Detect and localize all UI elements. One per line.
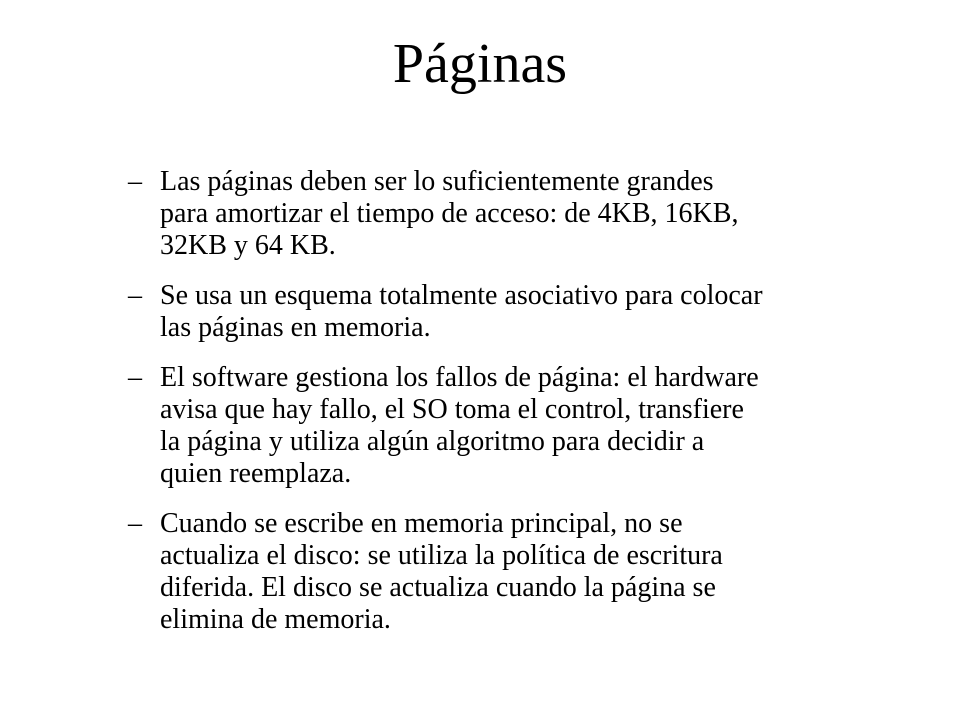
bullet-line: quien reemplaza. (160, 458, 352, 489)
bullet-list (128, 166, 868, 654)
bullet-item (128, 280, 868, 344)
bullet-line: las páginas en memoria. (160, 312, 431, 343)
slide-title: Páginas (392, 33, 568, 95)
bullet-line: Las páginas deben ser lo suficientemente grandes (160, 166, 714, 197)
bullet-item (128, 362, 868, 490)
bullet-item (128, 166, 868, 262)
bullet-line: para amortizar el tiempo de acceso: de 4KB, 16KB, (160, 198, 739, 229)
bullet-line: diferida. El disco se actualiza cuando la página se (160, 572, 716, 603)
bullet-line: Se usa un esquema totalmente asociativo para colocar (160, 280, 763, 311)
bullet-line: la página y utiliza algún algoritmo para decidir a (160, 426, 705, 457)
bullet-line: elimina de memoria. (160, 604, 391, 635)
bullet-line: avisa que hay fallo, el SO toma el control, transfiere (160, 394, 744, 425)
bullet-line: El software gestiona los fallos de página: el hardware (160, 362, 759, 393)
bullet-line: Cuando se escribe en memoria principal, no se (160, 508, 683, 539)
bullet-dash: – (128, 166, 142, 197)
bullet-dash: – (128, 362, 142, 393)
bullet-line: 32KB y 64 KB. (160, 230, 336, 261)
bullet-dash: – (128, 508, 142, 539)
bullet-line: actualiza el disco: se utiliza la política de escritura (160, 540, 723, 571)
bullet-item (128, 508, 868, 636)
bullet-dash: – (128, 280, 142, 311)
